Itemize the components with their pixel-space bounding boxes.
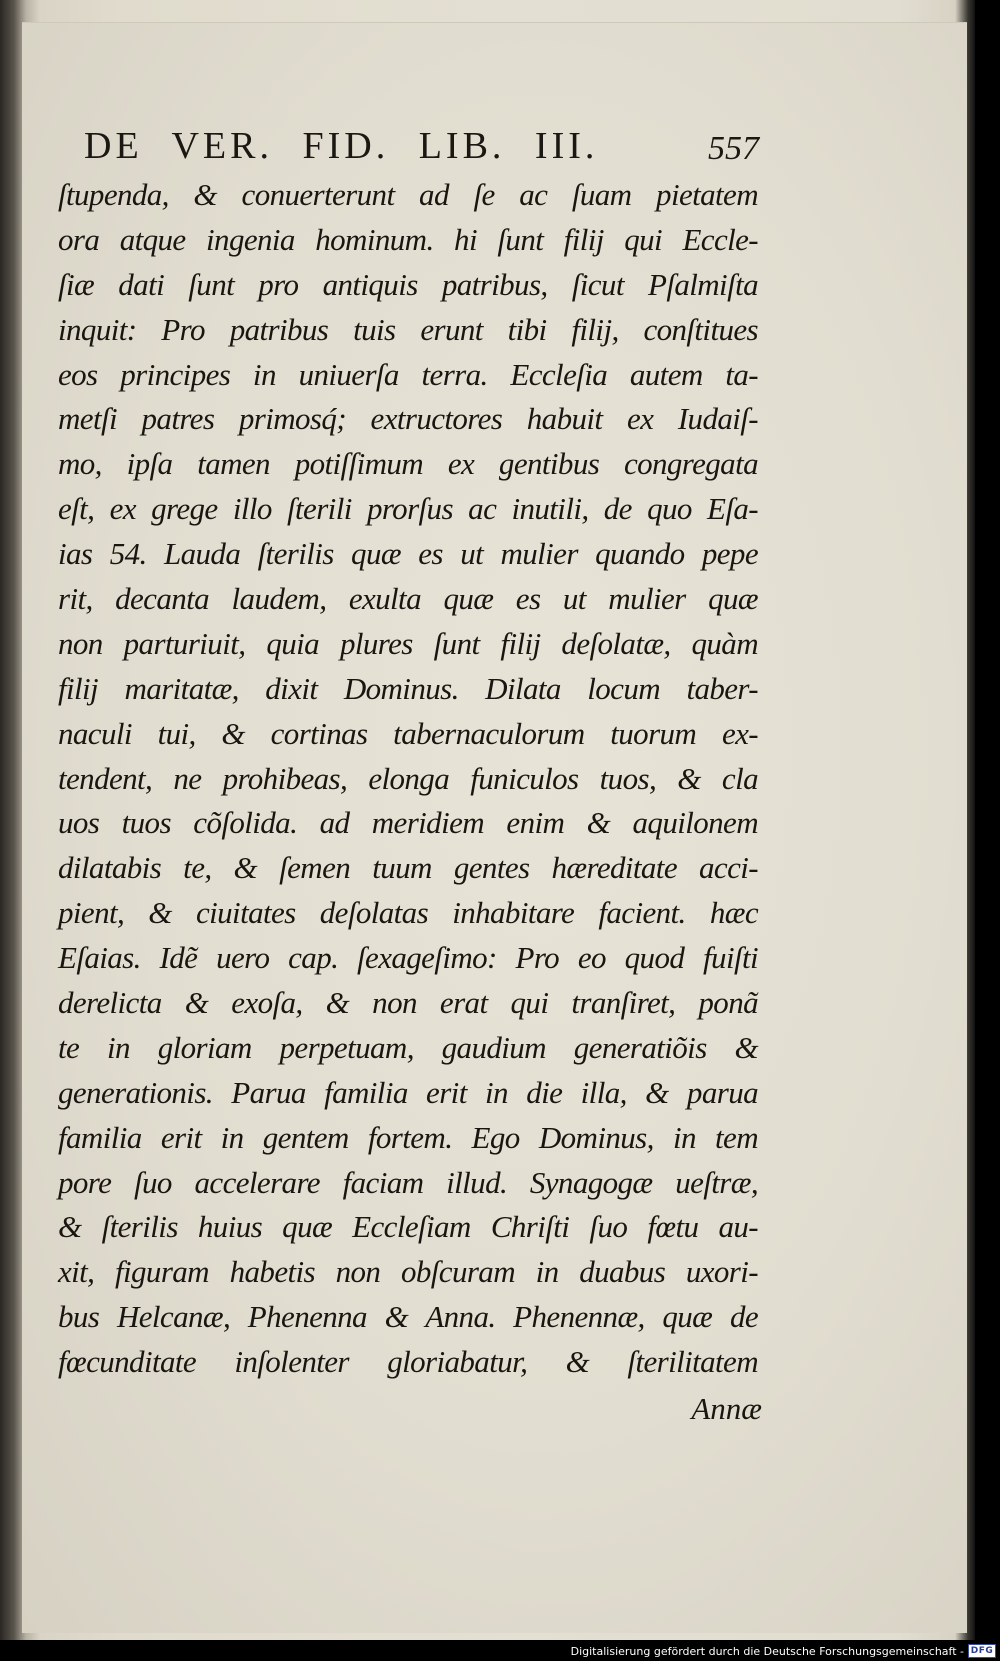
text-line: non parturiuit, quia plures ſunt filij deſolatæ, quàm (58, 625, 758, 661)
text-line: Eſaias. Idẽ uero cap. ſexageſimo: Pro eo quod fuiſti (58, 940, 758, 976)
body-text (58, 173, 758, 1385)
text-line: ias 54. Lauda ſterilis quæ es ut mulier quando pepe (58, 536, 758, 572)
text-line: filij maritatæ, dixit Dominus. Dilata locum taber- (58, 670, 758, 706)
text-line: pient, & ciuitates deſolatas inhabitare facient. hæc (58, 895, 758, 931)
text-line: xit, figuram habetis non obſcuram in duabus uxori- (58, 1254, 758, 1290)
text-line: derelicta & exoſa, & non erat qui tranſiret, ponã (58, 985, 758, 1021)
text-line: eſt, ex grege illo ſterili prorſus ac inutili, de quo Eſa- (58, 491, 758, 527)
catchword: Annæ (691, 1391, 762, 1426)
text-line: eos principes in uniuerſa terra. Eccleſia autem ta- (58, 356, 758, 392)
text-line: te in gloriam perpetuam, gaudium generatiõis & (58, 1029, 758, 1065)
dfg-logo-icon: DFG (968, 1644, 996, 1658)
text-line: inquit: Pro patribus tuis erunt tibi filij, conſtitues (58, 311, 758, 347)
text-line: rit, decanta laudem, exulta quæ es ut mulier quæ (58, 581, 758, 617)
text-line: fœcunditate inſolenter gloriabatur, & ſterilitatem (58, 1344, 758, 1380)
text-line: familia erit in gentem fortem. Ego Dominus, in tem (58, 1119, 758, 1155)
text-line: generationis. Parua familia erit in die illa, & parua (58, 1074, 758, 1110)
text-line: ora atque ingenia hominum. hi ſunt filij qui Eccle- (58, 221, 758, 257)
running-title: DE VER. FID. LIB. III. (84, 125, 599, 167)
text-line: pore ſuo accelerare faciam illud. Synagogæ ueſtræ, (58, 1164, 758, 1200)
digitization-credit: Digitalisierung gefördert durch die Deutsche Forschungsgemeinschaft - (570, 1645, 964, 1658)
text-line: ſtupenda, & conuerterunt ad ſe ac ſuam pietatem (58, 177, 758, 212)
text-line: & ſterilis huius quæ Eccleſiam Chriſti ſuo fœtu au- (58, 1209, 758, 1245)
text-line: uos tuos cõſolida. ad meridiem enim & aquilonem (58, 805, 758, 841)
text-line: mo, ipſa tamen potiſſimum ex gentibus congregata (58, 446, 758, 482)
running-head (84, 118, 759, 168)
text-line: bus Helcanæ, Phenenna & Anna. Phenennæ, quæ de (58, 1299, 758, 1335)
text-line: tendent, ne prohibeas, elonga funiculos tuos, & cla (58, 760, 758, 796)
text-line: ſiæ dati ſunt pro antiquis patribus, ſicut Pſalmiſta (58, 266, 758, 302)
page-number: 557 (708, 130, 759, 167)
text-line: metſi patres primosq́; extructores habuit ex Iudaiſ- (58, 401, 758, 437)
text-line: dilatabis te, & ſemen tuum gentes hæreditate acci- (58, 850, 758, 886)
text-line: naculi tui, & cortinas tabernaculorum tuorum ex- (58, 715, 758, 751)
book-page (22, 22, 967, 1633)
